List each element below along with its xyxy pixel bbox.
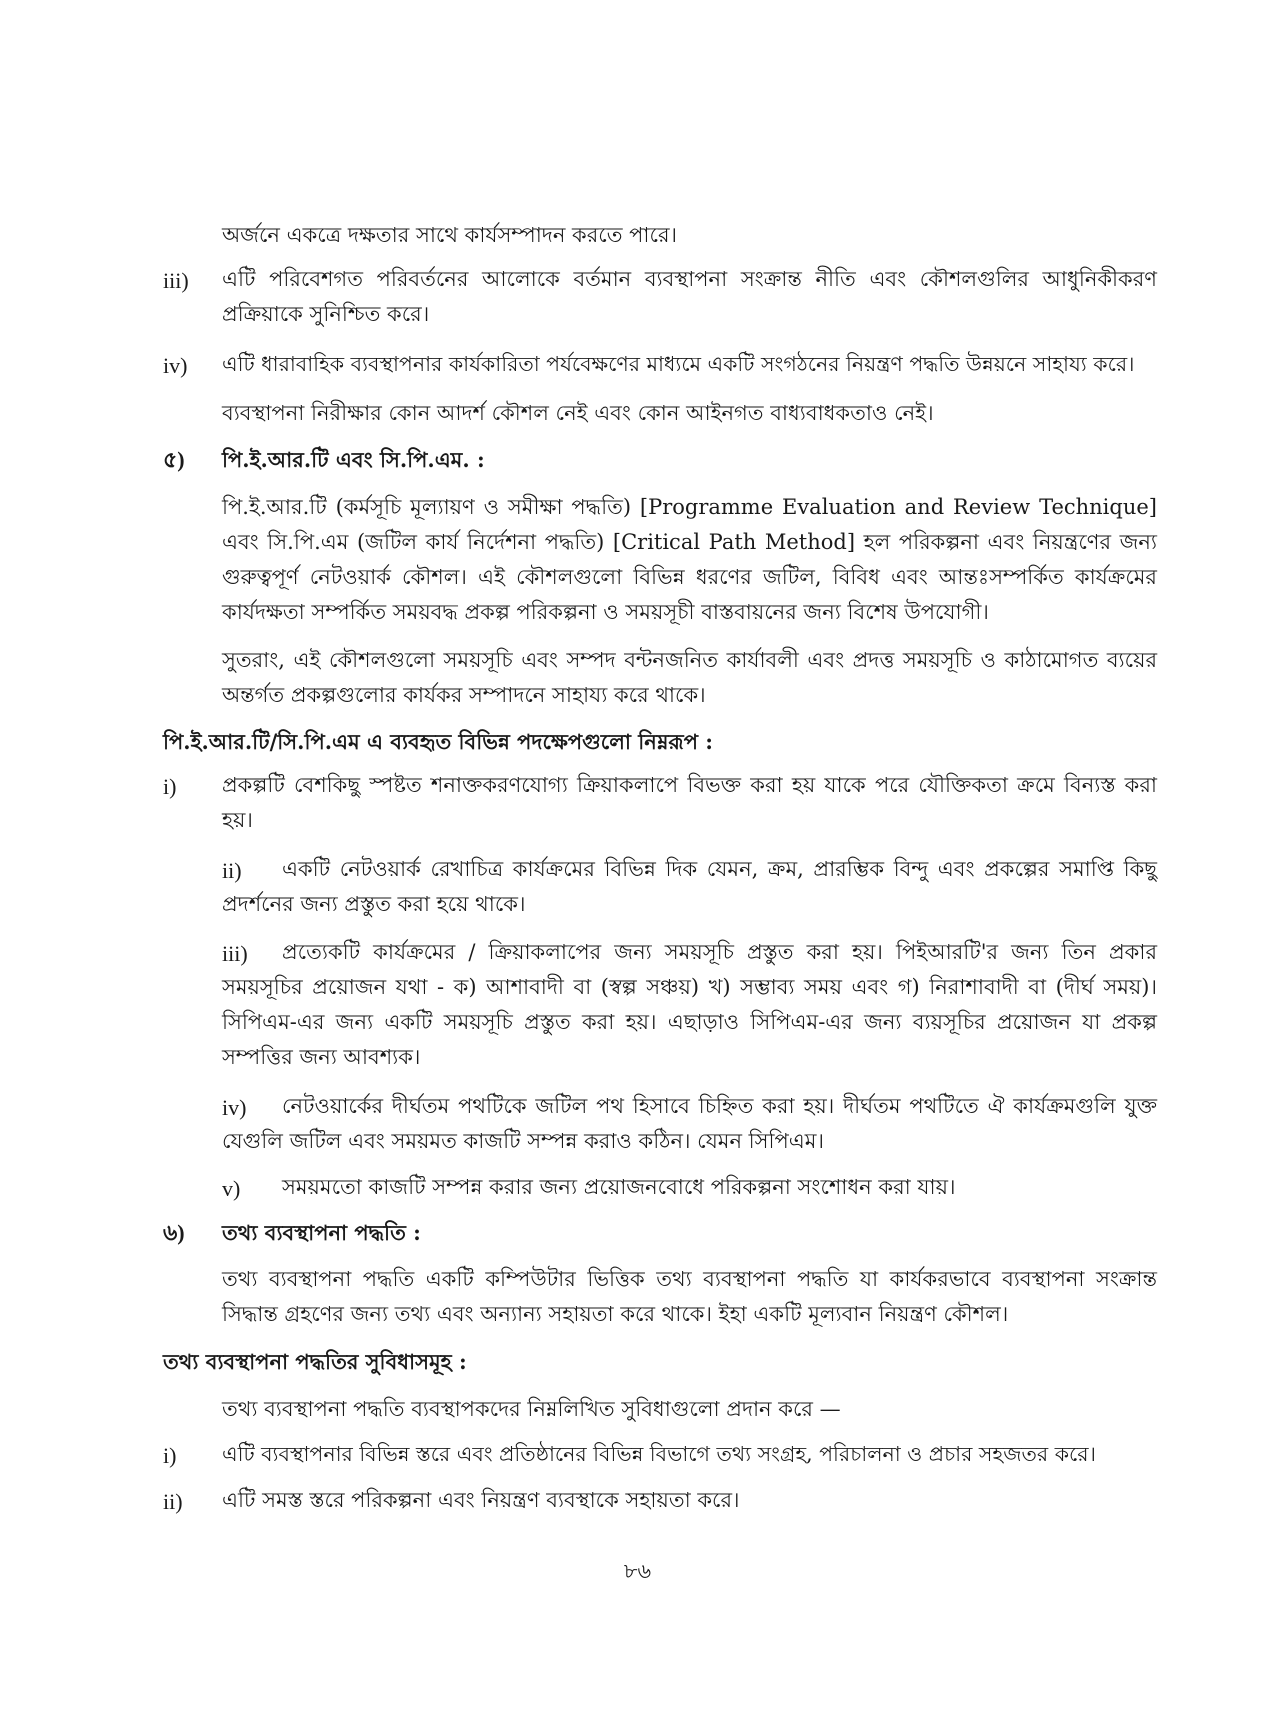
section-6-number: ৬) <box>163 1220 185 1245</box>
step-iii-text: প্রত্যেকটি কার্যক্রমের / ক্রিয়াকলাপের জন্য সময়সূচি প্রস্তুত করা হয়। পিইআরটি'র জন্য তিন প্রকার সময়সূচির প্রয়োজন যথা - ক) আশাবাদী বা (স্বল্প সঞ্চয়) খ) সম্ভাব্য সময় এবং গ) নিরাশাবাদী বা (দীর্ঘ সময়)। সিপিএম-এর জন্য একটি সময়সূচি প্রস্তুত করা হয়। এছাড়াও সিপিএম-এর জন্য ব্যয়সূচির প্রয়োজন যা প্রকল্প সম্পত্তির জন্য আবশ্যক। <box>222 940 1157 1069</box>
advantages-intro: তথ্য ব্যবস্থাপনা পদ্ধতি ব্যবস্থাপকদের নিম্নলিখিত সুবিধাগুলো প্রদান করে — <box>222 1397 841 1421</box>
item-iv-number: iv) <box>163 353 188 378</box>
advantage-ii-number: ii) <box>163 1489 183 1514</box>
audit-paragraph: ব্যবস্থাপনা নিরীক্ষার কোন আদর্শ কৌশল নেই এবং কোন আইনগত বাধ্যবাধকতাও নেই। <box>222 401 934 425</box>
item-iii-number: iii) <box>163 268 189 293</box>
step-v-text: সময়মতো কাজটি সম্পন্ন করার জন্য প্রয়োজনবোধে পরিকল্পনা সংশোধন করা যায়। <box>282 1175 956 1199</box>
page-number: ৮৬ <box>623 1559 652 1583</box>
section-5-paragraph-1: পি.ই.আর.টি (কর্মসূচি মূল্যায়ণ ও সমীক্ষা পদ্ধতি) [Programme Evaluation and Review Technique] এবং সি.পি.এম (জটিল কার্য নির্দেশনা পদ্ধতি) [Critical Path Method] হল পরিকল্পনা এবং নিয়ন্ত্রণের জন্য গুরুত্বপূর্ণ নেটওয়ার্ক কৌশল। এই কৌশলগুলো বিভিন্ন ধরণের জটিল, বিবিধ এবং আন্তঃসম্পর্কিত কার্যক্রমের কার্যদক্ষতা সম্পর্কিত সময়বদ্ধ প্রকল্প পরিকল্পনা ও সময়সূচী বাস্তবায়নের জন্য বিশেষ উপযোগী। <box>222 495 1157 624</box>
item-iii-text: এটি পরিবেশগত পরিবর্তনের আলোকে বর্তমান ব্যবস্থাপনা সংক্রান্ত নীতি এবং কৌশলগুলির আধুনিকীকরণ প্রক্রিয়াকে সুনিশ্চিত করে। <box>222 267 1157 326</box>
step-ii-text: একটি নেটওয়ার্ক রেখাচিত্র কার্যক্রমের বিভিন্ন দিক যেমন, ক্রম, প্রারম্ভিক বিন্দু এবং প্রকল্পের সমাপ্তি কিছু প্রদর্শনের জন্য প্রস্তুত করা হয়ে থাকে। <box>222 857 1157 916</box>
section-6-title: তথ্য ব্যবস্থাপনা পদ্ধতি : <box>222 1220 421 1245</box>
step-v-number: v) <box>222 1176 241 1201</box>
step-i-number: i) <box>163 774 177 799</box>
advantage-i-number: i) <box>163 1443 177 1468</box>
section-6-paragraph: তথ্য ব্যবস্থাপনা পদ্ধতি একটি কম্পিউটার ভিত্তিক তথ্য ব্যবস্থাপনা পদ্ধতি যা কার্যকরভাবে ব্যবস্থাপনা সংক্রান্ত সিদ্ধান্ত গ্রহণের জন্য তথ্য এবং অন্যান্য সহায়তা করে থাকে। ইহা একটি মূল্যবান নিয়ন্ত্রণ কৌশল। <box>222 1267 1157 1326</box>
advantage-ii-text: এটি সমস্ত স্তরে পরিকল্পনা এবং নিয়ন্ত্রণ ব্যবস্থাকে সহায়তা করে। <box>222 1488 740 1512</box>
item-iv-text: এটি ধারাবাহিক ব্যবস্থাপনার কার্যকারিতা পর্যবেক্ষণের মাধ্যমে একটি সংগঠনের নিয়ন্ত্রণ পদ্ধতি উন্নয়নে সাহায্য করে। <box>222 352 1135 376</box>
step-ii-number: ii) <box>222 858 242 883</box>
step-i-text: প্রকল্পটি বেশকিছু স্পষ্টত শনাক্তকরণযোগ্য ক্রিয়াকলাপে বিভক্ত করা হয় যাকে পরে যৌক্তিকতা ক্রমে বিন্যস্ত করা হয়। <box>222 773 1157 832</box>
advantages-heading: তথ্য ব্যবস্থাপনা পদ্ধতির সুবিধাসমূহ : <box>163 1349 467 1374</box>
step-iii-number: iii) <box>222 941 248 966</box>
continued-paragraph: অর্জনে একত্রে দক্ষতার সাথে কার্যসম্পাদন করতে পারে। <box>222 223 678 247</box>
advantage-i-text: এটি ব্যবস্থাপনার বিভিন্ন স্তরে এবং প্রতিষ্ঠানের বিভিন্ন বিভাগে তথ্য সংগ্রহ, পরিচালনা ও প্রচার সহজতর করে। <box>222 1442 1096 1466</box>
section-5-paragraph-2: সুতরাং, এই কৌশলগুলো সময়সূচি এবং সম্পদ বন্টনজনিত কার্যাবলী এবং প্রদত্ত সময়সূচি ও কাঠামোগত ব্যয়ের অন্তর্গত প্রকল্পগুলোর কার্যকর সম্পাদনে সাহায্য করে থাকে। <box>222 648 1157 707</box>
section-5-title: পি.ই.আর.টি এবং সি.পি.এম. : <box>222 447 485 472</box>
section-5-number: ৫) <box>163 447 185 472</box>
step-iv-number: iv) <box>222 1095 247 1120</box>
step-iv-text: নেটওয়ার্কের দীর্ঘতম পথটিকে জটিল পথ হিসাবে চিহ্নিত করা হয়। দীর্ঘতম পথটিতে ঐ কার্যক্রমগুলি যুক্ত যেগুলি জটিল এবং সময়মত কাজটি সম্পন্ন করাও কঠিন। যেমন সিপিএম। <box>222 1094 1157 1153</box>
steps-heading: পি.ই.আর.টি/সি.পি.এম এ ব্যবহৃত বিভিন্ন পদক্ষেপগুলো নিম্নরূপ : <box>163 729 714 754</box>
